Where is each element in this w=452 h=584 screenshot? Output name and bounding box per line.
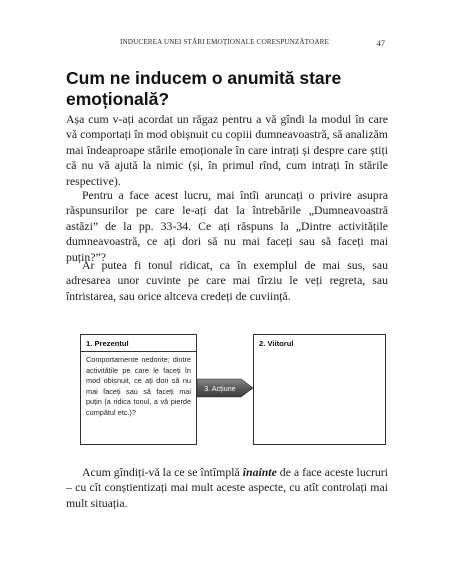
present-box bbox=[80, 334, 197, 445]
paragraph-4 bbox=[66, 465, 388, 511]
running-header-title: INDUCEREA UNEI STĂRI EMOȚIONALE CORESPUNZĂTOARE bbox=[120, 38, 330, 46]
present-box-text: Comportamente nedorite; dintre activitățile pe care le faceți în mod obișnuit, ce ați dori să nu mai faceți sau să faceți mai puțin (a ridica tonul, a vă pierde cumpătul etc.)? bbox=[86, 355, 191, 417]
section-heading: Cum ne inducem o anumită stare emoțională? bbox=[66, 68, 342, 109]
paragraph-1: Așa cum v-ați acordat un răgaz pentru a vă gîndi la modul în care vă comportați în mod obișnuit cu copiii dumneavoastră, să analizăm mai îndeaproape stările emoționale în care intrați și despre care știți că nu vă ajută la nimic (și, în primul rînd, cum intrați în stările respective). bbox=[66, 112, 388, 188]
action-arrow bbox=[197, 378, 253, 398]
future-box-title: 2. Viitorul bbox=[259, 339, 294, 348]
paragraph-4-end: de a face aceste lucruri – cu cît conștientizați mai mult aceste aspecte, cu atît controlați mai mult situația. bbox=[66, 465, 389, 510]
future-box bbox=[253, 334, 386, 445]
present-box-title: 1. Prezentul bbox=[81, 335, 196, 352]
action-arrow-label: 3. Acțiune bbox=[204, 383, 236, 393]
paragraph-3: Ar putea fi tonul ridicat, ca în exemplul de mai sus, sau adresarea unor cuvinte pe care mai tîrziu le veți regreta, sau întristarea, sau orice altceva credeți de cuviință. bbox=[66, 258, 388, 303]
paragraph-4-start: Acum gîndiți-vă la ce se întîmplă bbox=[82, 465, 243, 479]
running-header bbox=[120, 38, 385, 52]
paragraph-4-emphasis: înainte bbox=[242, 465, 277, 479]
paragraph-2: Pentru a face acest lucru, mai întîi aruncați o privire asupra răspunsurilor pe care le-ați dat la întrebările „Dumneavoastră astăzi” de la pp. 33-34. Ce ați răspuns la „Dintre activitățile dumneavoastră, ce ați dori să nu mai faceți sau să faceți mai puțin?”? bbox=[66, 188, 388, 264]
page-number: 47 bbox=[376, 38, 385, 48]
